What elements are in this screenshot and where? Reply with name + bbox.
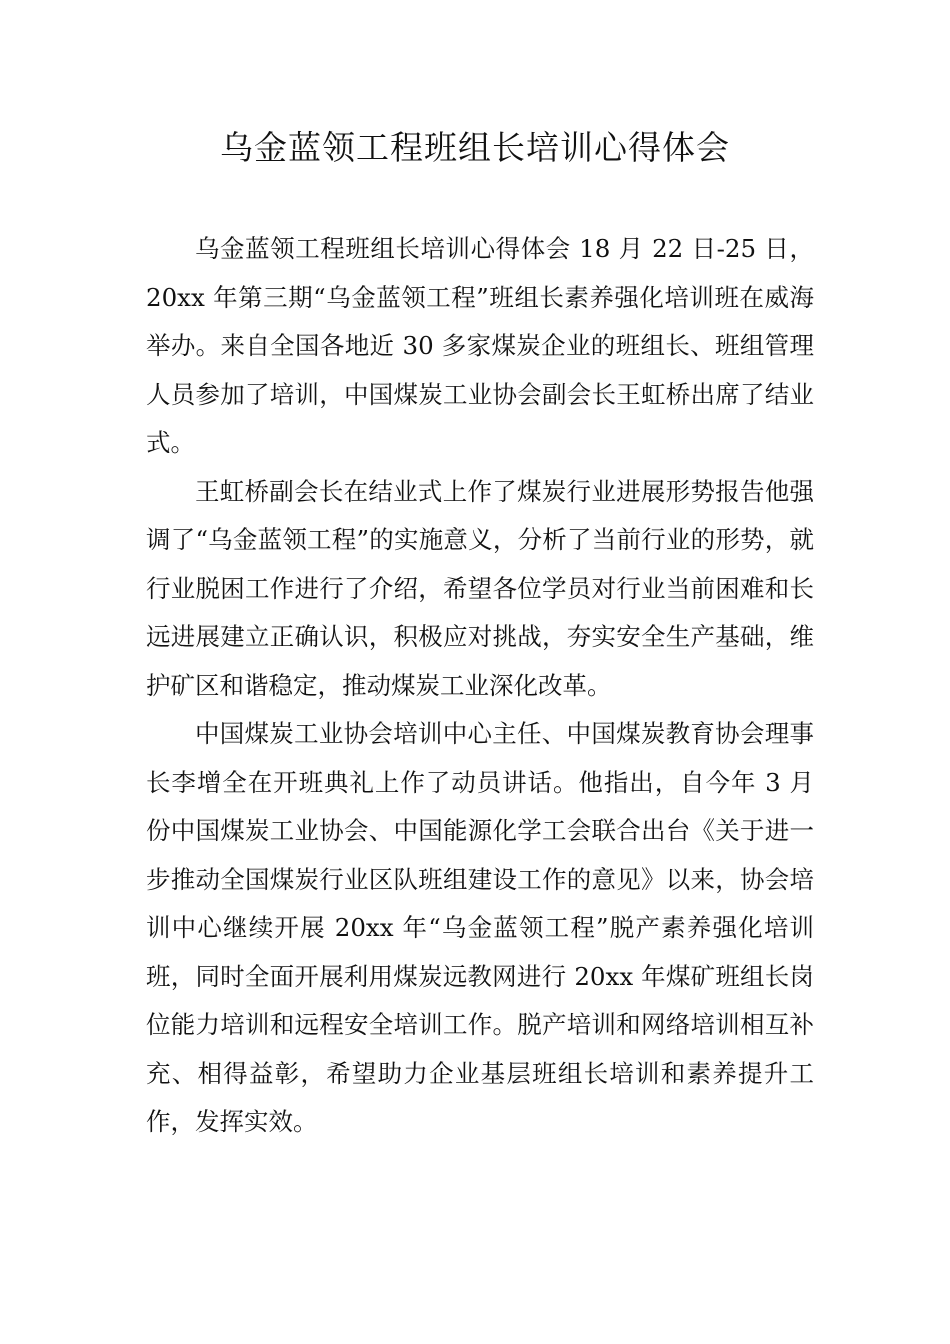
paragraph-2: 王虹桥副会长在结业式上作了煤炭行业进展形势报告他强调了“乌金蓝领工程”的实施意义，分析了当前行业的形势，就行业脱困工作进行了介绍，希望各位学员对行业当前困难和长远进展建立正确认识，积极应对挑战，夯实安全生产基础，维护矿区和谐稳定，推动煤炭工业深化改革。 xyxy=(146,476,814,700)
paragraph-3: 中国煤炭工业协会培训中心主任、中国煤炭教育协会理事长李增全在开班典礼上作了动员讲话。他指出，自今年 3 月份中国煤炭工业协会、中国能源化学工会联合出台《关于进一步推动全国煤炭行业区队班组建设工作的意见》以来，协会培训中心继续开展 20xx 年“乌金蓝领工程”脱产素养强化培训班，同时全面开展利用煤炭远教网进行 20xx 年煤矿班组长岗位能力培训和远程安全培训工作。脱产培训和网络培训相互补充、相得益彰，希望助力企业基层班组长培训和素养提升工作，发挥实效。 xyxy=(146,719,814,1136)
document-title: 乌金蓝领工程班组长培训心得体会 xyxy=(220,128,730,167)
paragraph-1: 乌金蓝领工程班组长培训心得体会 18 月 22 日-25 日，20xx 年第三期“乌金蓝领工程”班组长素养强化培训班在威海举办。来自全国各地近 30 多家煤炭企业的班组长、班组管理人员参加了培训，中国煤炭工业协会副会长王虹桥出席了结业式。 xyxy=(146,234,814,457)
document-body xyxy=(146,225,814,1147)
